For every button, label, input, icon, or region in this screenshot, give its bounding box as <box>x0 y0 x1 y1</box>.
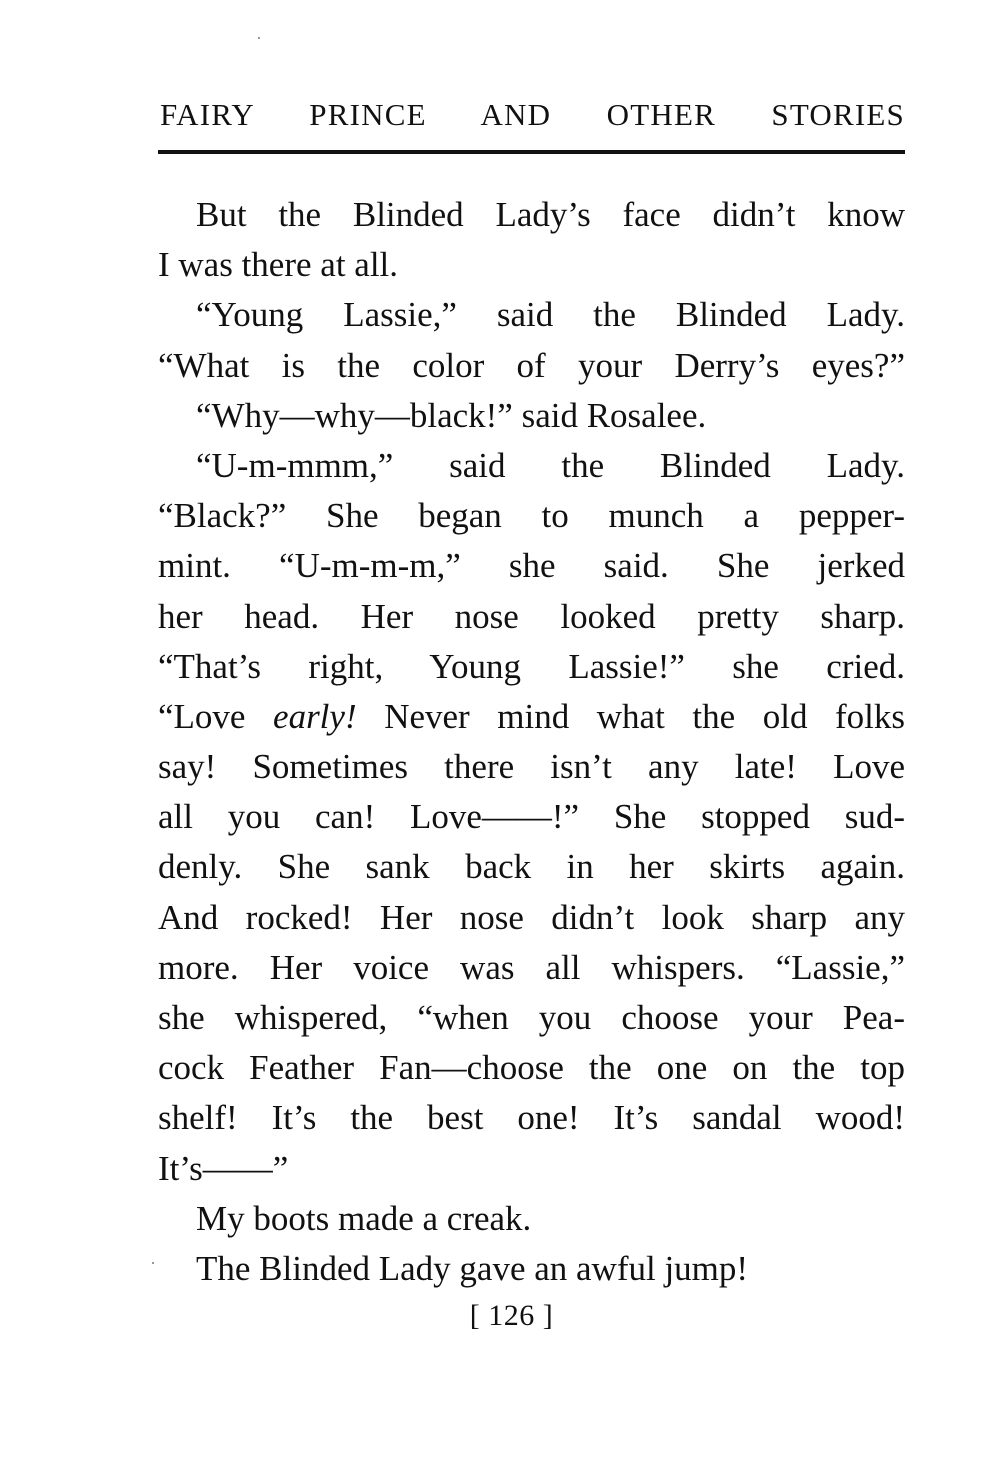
text-line: cock Feather Fan—choose the one on the top <box>158 1048 905 1088</box>
text-line: say! Sometimes there isn’t any late! Love <box>158 747 905 787</box>
text-line: mint. “U-m-m-m,” she said. She jerked <box>158 546 905 586</box>
text-line: shelf! It’s the best one! It’s sandal wood! <box>158 1098 905 1138</box>
text-line: But the Blinded Lady’s face didn’t know <box>196 195 905 234</box>
text-line-with-emphasis <box>158 692 905 742</box>
text-line-rest: Never mind what the old folks <box>384 696 906 736</box>
text-line: all you can! Love——!” She stopped sud- <box>158 797 905 837</box>
text-line: “What is the color of your Derry’s eyes?” <box>158 345 905 385</box>
scan-speck <box>258 37 260 39</box>
text-line: more. Her voice was all whispers. “Lassie,” <box>158 947 905 987</box>
text-line: she whispered, “when you choose your Pea- <box>158 998 905 1037</box>
page-body-text <box>158 190 905 1294</box>
page-number: [ 126 ] <box>469 1299 554 1332</box>
text-line: “Young Lassie,” said the Blinded Lady. <box>196 295 905 335</box>
header-rule <box>158 150 905 154</box>
text-line: “That’s right, Young Lassie!” she cried. <box>158 646 905 686</box>
scan-speck <box>152 1262 154 1264</box>
text-line: My boots made a creak. <box>196 1198 532 1238</box>
text-line: her head. Her nose looked pretty sharp. <box>158 596 905 636</box>
emphasis-text: early! <box>273 696 357 736</box>
running-head-title: FAIRY PRINCE AND OTHER STORIES <box>160 97 905 132</box>
text-line: It’s——” <box>158 1148 289 1188</box>
text-line-prefix: “Love <box>158 696 274 736</box>
text-line: And rocked! Her nose didn’t look sharp any <box>158 897 905 937</box>
text-line: “Why—why—black!” said Rosalee. <box>196 395 707 435</box>
text-line: denly. She sank back in her skirts again. <box>158 847 905 887</box>
text-line: “U-m-mmm,” said the Blinded Lady. <box>196 445 905 485</box>
text-line: “Black?” She began to munch a pepper- <box>158 496 905 536</box>
text-line: I was there at all. <box>158 245 399 285</box>
text-line: The Blinded Lady gave an awful jump! <box>196 1248 749 1288</box>
